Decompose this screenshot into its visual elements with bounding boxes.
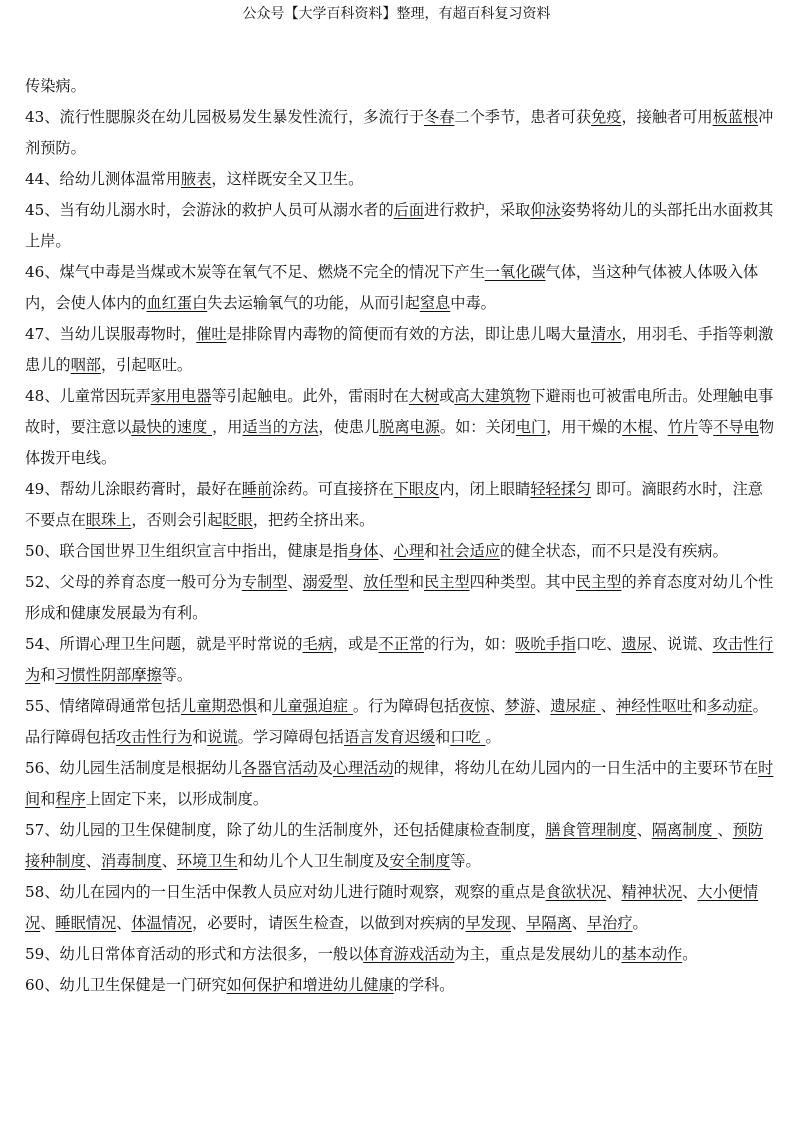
text-segment: 及 [317,759,333,777]
answer-blank: 攻击性行为 [25,635,774,684]
text-segment: 48、儿童常因玩弄 [25,387,151,405]
text-segment: 失去运输氧气的功能，从而引起 [207,294,420,312]
answer-blank: 精神状况 [621,883,683,901]
answer-blank: 膳食管理制度 [545,821,637,839]
text-segment: 和 [40,790,56,808]
answer-blank: 吸吮手指 [515,635,576,653]
answer-blank: 冬春 [424,108,455,126]
answer-blank: 口吃 [450,728,486,746]
answer-blank: 说谎 [207,728,238,746]
text-segment: 。 [485,728,501,746]
text-segment: 、 [161,852,177,870]
text-segment: 姿势将幼儿的头部托出水面救其上岸。 [25,201,774,250]
text-segment: 中毒。 [450,294,496,312]
paragraph [25,536,777,567]
answer-blank: 基本动作 [621,945,683,963]
text-segment: 43、流行性腮腺炎在幼儿园极易发生暴发性流行，多流行于 [25,108,425,126]
text-segment: ，引起呕吐。 [100,356,193,374]
text-segment: 等引起触电。此外，雷雨时在 [211,387,409,405]
answer-blank: 木棍 [622,418,653,436]
answer-blank: 多动症 [707,697,753,715]
text-segment: 的健全状态，而不只是没有疾病。 [499,542,728,560]
text-segment: 、 [287,573,303,591]
answer-blank: 大小便情况 [25,883,759,932]
text-segment: 即可。滴眼药水时，注意不要点在 [25,480,763,529]
text-segment: 和 [424,542,440,560]
answer-blank: 专制型 [241,573,288,591]
answer-blank: 催吐 [196,325,227,343]
text-segment: 44、给幼儿测体温常用 [25,170,182,188]
answer-blank: 攻击性行为 [116,728,193,746]
paragraph [25,195,777,257]
text-segment: 50、联合国世界卫生组织宣言中指出，健康是指 [25,542,349,560]
text-segment: 和 [40,666,56,684]
text-segment: 二个季节，患者可获 [454,108,592,126]
text-segment: 46、煤气中毒是当煤或木炭等在氧气不足、燃烧不完全的情况下产生 [25,263,485,281]
answer-blank: 神经性呕吐 [615,697,692,715]
answer-blank: 眼珠上 [85,511,132,529]
paragraph [25,71,777,102]
text-segment: 、 [378,542,394,560]
paragraph [25,102,777,164]
text-segment: 和 [192,728,208,746]
answer-blank: 大树 [408,387,440,405]
text-segment: 等。 [161,666,193,684]
answer-blank: 一氧化碳 [484,263,546,281]
text-segment: 。如：关闭 [439,418,516,436]
text-segment: 的规律，将幼儿在幼儿园内的一日生活中的主要环节在 [393,759,759,777]
text-segment: 45、当有幼儿溺水时，会游泳的救护人员可从溺水者的 [25,201,394,219]
text-segment: 和 [435,728,451,746]
text-segment: 进行救护，采取 [424,201,531,219]
text-segment: 的养育态度对幼儿个性形成和健康发展最为有利。 [25,573,774,622]
answer-blank: 最快的速度 [131,418,213,436]
paragraph [25,629,777,691]
answer-blank: 适当的方法 [242,418,319,436]
answer-blank: 仰泳 [530,201,561,219]
answer-blank: 遗尿 [621,635,652,653]
text-segment: 、 [116,914,132,932]
text-segment: 54、所谓心理卫生问题，就是平时常说的 [25,635,303,653]
text-segment: 、说谎、 [651,635,713,653]
answer-blank: 体育游戏活动 [363,945,455,963]
text-segment: 、 [717,821,733,839]
answer-blank: 心理活动 [332,759,394,777]
text-segment: 52、父母的养育态度一般可分为 [25,573,242,591]
answer-blank: 后面 [393,201,425,219]
paragraph [25,474,777,536]
text-segment: ，用干燥的 [546,418,623,436]
text-segment: 、 [636,821,652,839]
answer-blank: 遗尿症 [550,697,601,715]
text-segment: 四种类型。其中 [469,573,576,591]
text-segment: 。 [682,945,698,963]
text-segment: 。 [632,914,648,932]
text-segment: 气体，当这种气体被人体吸入体内，会使人体内的 [25,263,759,312]
answer-blank: 睡眠情况 [55,914,117,932]
text-segment: 等。 [450,852,481,870]
answer-blank: 食欲状况 [545,883,607,901]
answer-blank: 预防接种制度 [25,821,763,870]
text-segment: 49、帮幼儿涂眼药膏时，最好在 [25,480,242,498]
answer-blank: 安全制度 [389,852,451,870]
text-segment: 口吃、 [575,635,622,653]
text-segment: 。行为障碍包括 [352,697,460,715]
answer-blank: 脱离电源 [379,418,440,436]
text-segment: 56、幼儿园生活制度是根据幼儿 [25,759,242,777]
answer-blank: 竹片 [667,418,699,436]
answer-blank: 家用电器 [150,387,212,405]
text-segment: ，这样既安全又卫生。 [211,170,364,188]
text-segment: ，使患儿 [318,418,380,436]
page-header: 公众号【大学百科资料】整理，有超百科复习资料 [242,6,551,22]
text-segment: 涂药。可直接挤在 [272,480,394,498]
text-segment: 和 [256,697,273,715]
answer-blank: 不正常 [378,635,425,653]
answer-blank: 毛病 [302,635,333,653]
text-segment: 、 [682,883,698,901]
text-segment: 等 [698,418,714,436]
paragraph [25,939,777,970]
paragraph [25,164,777,195]
text-segment: 、 [600,697,616,715]
answer-blank: 高大建筑物 [454,387,531,405]
text-segment: 。品行障碍包括 [25,697,768,746]
answer-blank: 血红蛋白 [146,294,208,312]
answer-blank: 心理 [393,542,425,560]
text-segment: 、 [571,914,587,932]
answer-blank: 窒息 [419,294,451,312]
document-body [25,71,777,1001]
answer-blank: 社会适应 [439,542,500,560]
answer-blank: 免疫 [591,108,622,126]
answer-blank: 身体 [348,542,379,560]
text-segment: 、 [535,697,551,715]
text-segment: 、 [348,573,364,591]
answer-blank: 夜惊 [459,697,490,715]
paragraph [25,381,777,474]
paragraph [25,815,777,877]
text-segment: 、 [511,914,527,932]
answer-blank: 早发现 [465,914,511,932]
answer-blank: 板蓝根 [712,108,759,126]
text-segment: 传染病。 [25,77,86,95]
answer-blank: 清水 [591,325,622,343]
answer-blank: 腋表 [181,170,212,188]
text-segment: 59、幼儿日常体育活动的形式和方法很多，一般以 [25,945,364,963]
text-segment: 内，闭上眼睛 [439,480,531,498]
answer-blank: 儿童期恐惧 [181,697,257,715]
answer-blank: 眨眼 [222,511,253,529]
answer-blank: 轻轻揉匀 [530,480,592,498]
text-segment: 和幼儿个人卫生制度及 [237,852,390,870]
text-segment: 、 [606,883,622,901]
paragraph [25,319,777,381]
answer-blank: 消毒制度 [100,852,162,870]
answer-blank: 咽部 [70,356,101,374]
answer-blank: 体温情况 [131,914,193,932]
answer-blank: 习惯性阴部摩擦 [55,666,162,684]
answer-blank: 隔离制度 [651,821,718,839]
answer-blank: 各器官活动 [241,759,318,777]
text-segment: 上固定下来，以形成制度。 [85,790,268,808]
text-segment: ，或是 [332,635,379,653]
text-segment: 下避雨也可被雷电所击。处理触电事故时，要注意以 [25,387,774,436]
text-segment: 物体拨开电线。 [25,418,775,467]
text-segment: 为主，重点是发展幼儿的 [454,945,622,963]
answer-blank: 梦游 [504,697,536,715]
answer-blank: 儿童强迫症 [272,697,353,715]
answer-blank: 民主型 [575,573,622,591]
text-segment: 60、幼儿卫生保健是一门研究 [25,976,227,994]
text-segment: 的行为，如： [424,635,516,653]
answer-blank: 放任型 [363,573,409,591]
text-segment: 、 [85,852,101,870]
text-segment: ，否则会引起 [131,511,223,529]
answer-blank: 不导电 [713,418,759,436]
answer-blank: 民主型 [424,573,470,591]
answer-blank: 电门 [515,418,547,436]
text-segment: 55、情绪障碍通常包括 [25,697,182,715]
answer-blank: 环境卫生 [176,852,238,870]
text-segment: 和 [408,573,425,591]
answer-blank: 如何保护和增进幼儿健康 [226,976,394,994]
text-segment: 和 [691,697,708,715]
paragraph [25,691,777,753]
answer-blank: 程序 [55,790,86,808]
text-segment: 冲剂预防。 [25,108,774,157]
text-segment: 是排除胃内毒物的简便而有效的方法，即让患儿喝大量 [226,325,592,343]
text-segment: ，用 [212,418,243,436]
text-segment: 、 [489,697,505,715]
answer-blank: 溺爱型 [302,573,349,591]
text-segment: 或 [439,387,455,405]
answer-blank: 早治疗 [586,914,633,932]
text-segment: 58、幼儿在园内的一日生活中保教人员应对幼儿进行随时观察，观察的重点是 [25,883,546,901]
text-segment: 、 [652,418,668,436]
text-segment: 。学习障碍包括 [237,728,344,746]
answer-blank: 早隔离 [526,914,572,932]
text-segment: 、 [40,914,56,932]
text-segment: 47、当幼儿误服毒物时， [25,325,197,343]
answer-blank: 时间 [25,759,774,808]
text-segment: 57、幼儿园的卫生保健制度，除了幼儿的生活制度外，还包括健康检查制度， [25,821,546,839]
text-segment: ，接触者可用 [621,108,713,126]
paragraph [25,877,777,939]
paragraph [25,753,777,815]
text-segment: 的学科。 [393,976,455,994]
text-segment: ，把药全挤出来。 [252,511,375,529]
paragraph [25,257,777,319]
answer-blank: 语言发育迟缓 [343,728,436,746]
answer-blank: 下眼皮 [393,480,440,498]
answer-blank: 睡前 [241,480,273,498]
text-segment: ，必要时，请医生检查，以做到对疾病的 [192,914,466,932]
paragraph [25,970,777,1001]
text-segment: ，用羽毛、手指等刺激患儿的 [25,325,774,374]
paragraph [25,567,777,629]
